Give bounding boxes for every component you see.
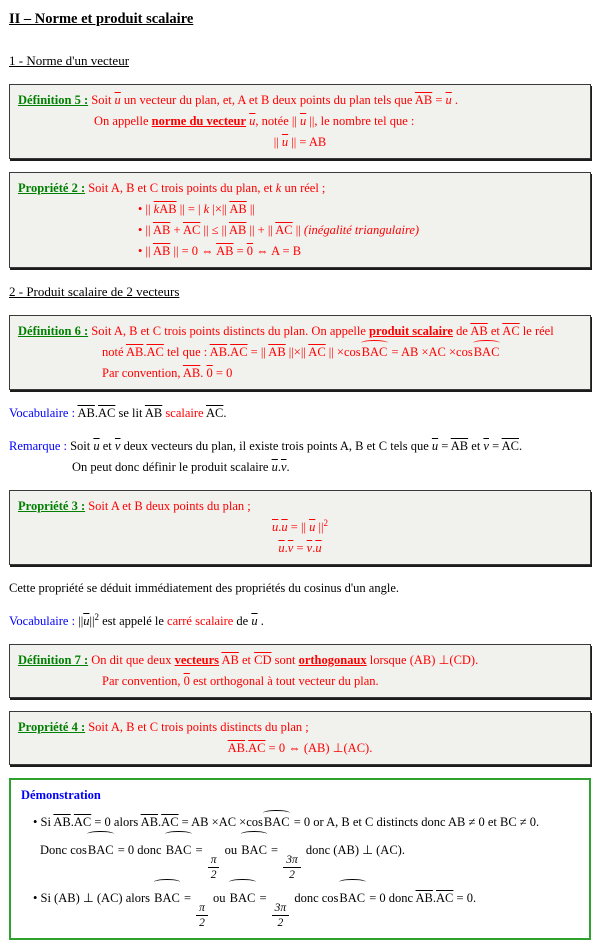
text-run: norme du vecteur <box>151 114 247 128</box>
text-run: = 0 donc <box>366 891 416 906</box>
text-run: Soit <box>88 93 115 107</box>
text-run: Définition 6 : <box>18 324 89 338</box>
propriete-4-formula <box>18 738 582 759</box>
text-run: = 0. <box>453 891 477 906</box>
text-run: est orthogonal à tout vecteur du plan. <box>189 674 379 688</box>
text-run: $\overline{AB}$ <box>140 815 159 829</box>
text-run: $\overline{AB}$ <box>268 345 286 359</box>
demonstration-box <box>9 778 591 940</box>
text-run: est appelé le <box>98 614 168 628</box>
text-run: Soit <box>70 439 94 453</box>
text-run: BAC <box>229 881 257 915</box>
text-run: $\overline{u}$ <box>249 114 256 128</box>
text-run: || = AB <box>288 135 327 149</box>
text-run: = <box>488 439 502 453</box>
text-run: BAC <box>240 833 268 867</box>
text-run: On appelle <box>94 114 152 128</box>
text-run: Vocabulaire : <box>9 614 79 628</box>
text-run: Définition 5 : <box>18 93 89 107</box>
text-run: $\overline{AC}$ <box>73 815 92 829</box>
text-run: 0 <box>183 674 190 688</box>
text-run: (inégalité triangulaire) <box>303 223 420 237</box>
text-run: = 0 donc <box>114 843 165 857</box>
text-run: $\overline{AC}$ <box>248 741 266 755</box>
text-run: $\overline{AC}$ <box>146 345 164 359</box>
text-run: ||×|| <box>285 345 309 359</box>
text-run: $\overline{AB}$ <box>152 244 171 258</box>
text-run: Vocabulaire : <box>9 406 78 420</box>
text-run: $\overline{AB}$ <box>415 891 433 906</box>
text-run: = <box>432 93 446 107</box>
text-run: || + || <box>246 223 276 237</box>
text-run: Soit A, B et C trois points distincts du plan. On appelle <box>88 324 370 338</box>
text-run: . <box>284 541 288 555</box>
text-run: + <box>170 223 183 237</box>
text-run: $\overline{AB}$ <box>77 406 95 420</box>
text-run: Soit A, B et C trois points distincts du plan ; <box>85 720 309 734</box>
text-run: = || <box>247 345 269 359</box>
text-run: orthogonaux <box>298 653 367 667</box>
definition-5-box <box>9 84 591 159</box>
text-run: $\overline{AB}$ <box>414 93 433 107</box>
text-run: $\overline{u}$ <box>281 520 288 534</box>
propriete-3-formula-2 <box>18 538 582 559</box>
text-run: $\overline{AB}$ <box>450 439 469 453</box>
text-run: . <box>451 93 459 107</box>
text-run: $\overline{u}$ <box>272 520 279 534</box>
text-run: BAC <box>153 881 181 915</box>
text-run: . <box>245 741 249 755</box>
text-run: Soit A et B deux points du plan ; <box>85 499 251 513</box>
text-run: $\overline{v}$ <box>306 541 313 555</box>
propriete-2-box <box>9 172 591 268</box>
text-run: . <box>158 815 162 829</box>
text-run: • || <box>138 244 153 258</box>
text-run: Par convention, <box>102 674 184 688</box>
text-run: $\overline{AC}$ <box>308 345 326 359</box>
text-run: $\overline{k}$ <box>153 202 160 216</box>
demonstration-line-2 <box>21 833 579 881</box>
demonstration-line-3 <box>21 881 579 929</box>
text-run: . <box>278 520 282 534</box>
text-run: BAC <box>165 833 193 867</box>
fraction: $\frac{\pi}{2}$ <box>196 902 208 929</box>
text-run: $\overline{u}$ <box>114 93 121 107</box>
text-run: . <box>143 345 147 359</box>
text-run: $\overline{AB}$ <box>229 223 247 237</box>
demonstration-title <box>21 785 579 806</box>
text-run: || <box>292 223 304 237</box>
text-run: et <box>99 439 115 453</box>
text-run: $\overline{AB}$ <box>152 223 171 237</box>
text-run: • Si (AB) ⊥ (AC) alors <box>33 891 154 906</box>
text-run: donc (AB) ⊥ (AC). <box>302 843 405 857</box>
propriete-2-line-1 <box>18 178 582 199</box>
definition-7-box <box>9 644 591 698</box>
text-run: 2 <box>323 517 328 528</box>
definition-7-line-1 <box>18 650 582 671</box>
text-run: = 0 alors <box>91 815 141 829</box>
text-run: = <box>233 244 247 258</box>
propriete-2-bullet-2 <box>18 220 582 241</box>
text-run: Cette propriété se déduit immédiatement des propriétés du cosinus d'un angle. <box>9 581 399 595</box>
text-run: $\overline{u}$ <box>271 460 278 474</box>
text-run: = <box>256 891 270 906</box>
fraction: $\frac{3\pi}{2}$ <box>272 902 290 929</box>
fraction: $\frac{3\pi}{2}$ <box>283 854 301 881</box>
text-run: Propriété 3 : <box>18 499 86 513</box>
text-run: $\overline{u}$ <box>315 541 322 555</box>
text-run: un réel ; <box>281 181 326 195</box>
text-run: , notée || <box>255 114 300 128</box>
text-run: = 0 ⇔ (AB) ⊥(AC). <box>265 741 373 755</box>
text-run: . <box>223 406 227 420</box>
text-run: $\overline{AB}$ <box>229 202 247 216</box>
page-title <box>9 9 591 30</box>
text-run: $\overline{AB}$ <box>221 653 239 667</box>
text-run: $\overline{u}$ <box>445 93 452 107</box>
text-run: II – Norme et produit scalaire <box>9 11 194 27</box>
text-run: et <box>238 653 255 667</box>
text-run: . <box>227 345 231 359</box>
text-run: vecteurs <box>174 653 220 667</box>
text-run: de <box>452 324 471 338</box>
text-run: $\overline{u}$ <box>93 439 100 453</box>
text-run: carré scalaire <box>167 614 234 628</box>
text-run: Donc cos <box>40 843 87 857</box>
text-run: = 0 <box>212 366 233 380</box>
text-run: un vecteur du plan, et, A et B deux points du plan tels que <box>120 93 415 107</box>
propriete-2-bullet-3 <box>18 241 582 262</box>
text-run: 0 <box>246 244 254 258</box>
text-run: k <box>203 202 210 216</box>
text-run: = <box>192 843 206 857</box>
text-run: lorsque (AB) ⊥(CD). <box>366 653 479 667</box>
definition-6-line-3 <box>18 363 582 384</box>
text-run: Par convention, <box>102 366 183 380</box>
text-run: $\overline{v}$ <box>483 439 489 453</box>
text-run: = || <box>287 520 310 534</box>
text-run: $\overline{CD}$ <box>254 653 272 667</box>
text-run: ou <box>221 843 241 857</box>
text-run: = <box>293 541 307 555</box>
text-run: le réel <box>519 324 554 338</box>
definition-6-line-2 <box>18 342 582 363</box>
text-run: $\overline{u}$ <box>309 520 316 534</box>
section-2-heading <box>9 281 591 302</box>
text-run: BAC <box>338 881 366 915</box>
text-run: se lit <box>115 406 145 420</box>
definition-7-line-2 <box>18 671 582 692</box>
text-run: $\overline{AB}$ <box>227 741 246 755</box>
text-run: BAC <box>361 342 389 363</box>
text-run: . <box>257 614 264 628</box>
text-run: |×|| <box>209 202 230 216</box>
text-run: . <box>200 366 207 380</box>
text-run: $\overline{AB}$ <box>144 406 163 420</box>
text-run: $\overline{AB}$ <box>182 366 201 380</box>
text-run: $\overline{AB}$ <box>125 345 144 359</box>
text-run: scalaire <box>165 406 204 420</box>
text-run: || = | <box>176 202 204 216</box>
text-run: $\overline{AC}$ <box>98 406 116 420</box>
definition-5-line-1 <box>18 90 582 111</box>
text-run: et <box>468 439 484 453</box>
remarque-line-1 <box>9 436 591 457</box>
propriete-3-formula-1 <box>18 517 582 538</box>
remarque <box>9 436 591 478</box>
propriete-4-box <box>9 711 591 765</box>
text-run: $\overline{u}$ <box>278 541 285 555</box>
text-run: 2 <box>94 611 99 622</box>
text-run: de <box>233 614 252 628</box>
text-run: $\overline{AB}$ <box>209 345 228 359</box>
text-run: $\overline{AC}$ <box>182 223 201 237</box>
definition-5-line-2 <box>18 111 582 132</box>
remarque-line-2 <box>9 457 591 478</box>
text-run: || ×cos <box>325 345 361 359</box>
text-run: $\overline{u}$ <box>431 439 439 453</box>
text-run: . <box>432 891 437 906</box>
text-run: || <box>315 520 324 534</box>
text-run: 0 <box>206 366 213 380</box>
text-run: $\overline{u}$ <box>251 614 258 628</box>
propriete-3-box <box>9 490 591 565</box>
propriete-2-bullet-1 <box>18 199 582 220</box>
text-run: sont <box>271 653 299 667</box>
text-run: On dit que deux <box>88 653 175 667</box>
definition-6-line-1 <box>18 321 582 342</box>
text-run: BAC <box>263 812 291 833</box>
text-run: ||, le nombre tel que : <box>306 114 415 128</box>
text-run: || ≤ || <box>200 223 230 237</box>
text-run: deux vecteurs du plan, il existe trois points A, B et C tels que <box>120 439 432 453</box>
text-run: • || <box>138 223 153 237</box>
text-run: $\overline{v}$ <box>280 460 287 474</box>
text-run: $\overline{AB}$ <box>159 202 177 216</box>
text-run: Propriété 2 : <box>18 181 86 195</box>
definition-5-formula <box>18 132 582 153</box>
text-run: = <box>438 439 451 453</box>
text-run: noté <box>102 345 126 359</box>
text-run: Démonstration <box>21 788 101 802</box>
text-run: . <box>286 460 290 474</box>
text-run: BAC <box>87 833 115 867</box>
vocabulaire-2 <box>9 611 591 632</box>
text-run: 1 - Norme d'un vecteur <box>9 53 130 68</box>
text-run: $\overline{AC}$ <box>502 324 520 338</box>
text-run: $\overline{AB}$ <box>216 244 234 258</box>
demonstration-line-1 <box>21 812 579 833</box>
text-run: BAC <box>473 342 501 363</box>
section-1-heading <box>9 50 591 71</box>
text-run: || <box>246 202 255 216</box>
text-run: = <box>267 843 282 857</box>
text-run: . <box>312 541 316 555</box>
text-run: $\overline{AC}$ <box>161 815 179 829</box>
text-run: $\overline{AC}$ <box>501 439 519 453</box>
text-run: || <box>273 135 282 149</box>
text-run: || <box>89 614 95 628</box>
text-run: 2 - Produit scalaire de 2 vecteurs <box>9 284 180 299</box>
text-run: . <box>70 815 74 829</box>
text-run: ou <box>209 891 229 906</box>
propriete-3-line-1 <box>18 496 582 517</box>
text-run: $\overline{u}$ <box>300 114 307 128</box>
text-run: $\overline{u}$ <box>281 135 289 149</box>
text-run: Remarque : <box>9 439 71 453</box>
text-run: $\overline{v}$ <box>114 439 121 453</box>
text-run: Propriété 4 : <box>18 720 86 734</box>
text-run: $\overline{AC}$ <box>230 345 248 359</box>
text-run: $\overline{AB}$ <box>53 815 71 829</box>
text-run: et <box>487 324 503 338</box>
text-run: On peut donc définir le produit scalaire <box>72 460 272 474</box>
text-run: $\overline{AB}$ <box>470 324 488 338</box>
text-run: • Si <box>33 815 54 829</box>
text-run: . <box>518 439 523 453</box>
text-run: $\overline{v}$ <box>287 541 294 555</box>
text-run: $\overline{AC}$ <box>436 891 454 906</box>
text-run: Soit A, B et C trois points du plan, et <box>85 181 276 195</box>
text-run: k <box>275 181 282 195</box>
text-run: = <box>180 891 195 906</box>
text-run: donc cos <box>291 891 339 906</box>
text-run: $\overline{AC}$ <box>206 406 224 420</box>
text-run: || <box>78 614 84 628</box>
text-run: • || <box>138 202 154 216</box>
text-run: tel que : <box>163 345 210 359</box>
text-run: . <box>277 460 281 474</box>
text-run: = 0 or A, B et C distincts donc AB ≠ 0 et BC ≠ 0. <box>290 815 540 829</box>
text-run: $\overline{AC}$ <box>275 223 293 237</box>
text-run: = AB ×AC ×cos <box>178 815 263 829</box>
fraction: $\frac{\pi}{2}$ <box>208 854 220 881</box>
propriete-4-line-1 <box>18 717 582 738</box>
cosinus-note <box>9 578 591 599</box>
text-run: produit scalaire <box>369 324 453 338</box>
vocabulaire-1 <box>9 403 591 424</box>
text-run: Définition 7 : <box>18 653 89 667</box>
text-run: || = 0 ⇔ <box>170 244 217 258</box>
text-run: ⇔ A = B <box>253 244 302 258</box>
text-run: = AB ×AC ×cos <box>388 345 473 359</box>
text-run: . <box>94 406 98 420</box>
text-run: $\overline{u}$ <box>83 614 90 628</box>
definition-6-box <box>9 315 591 390</box>
